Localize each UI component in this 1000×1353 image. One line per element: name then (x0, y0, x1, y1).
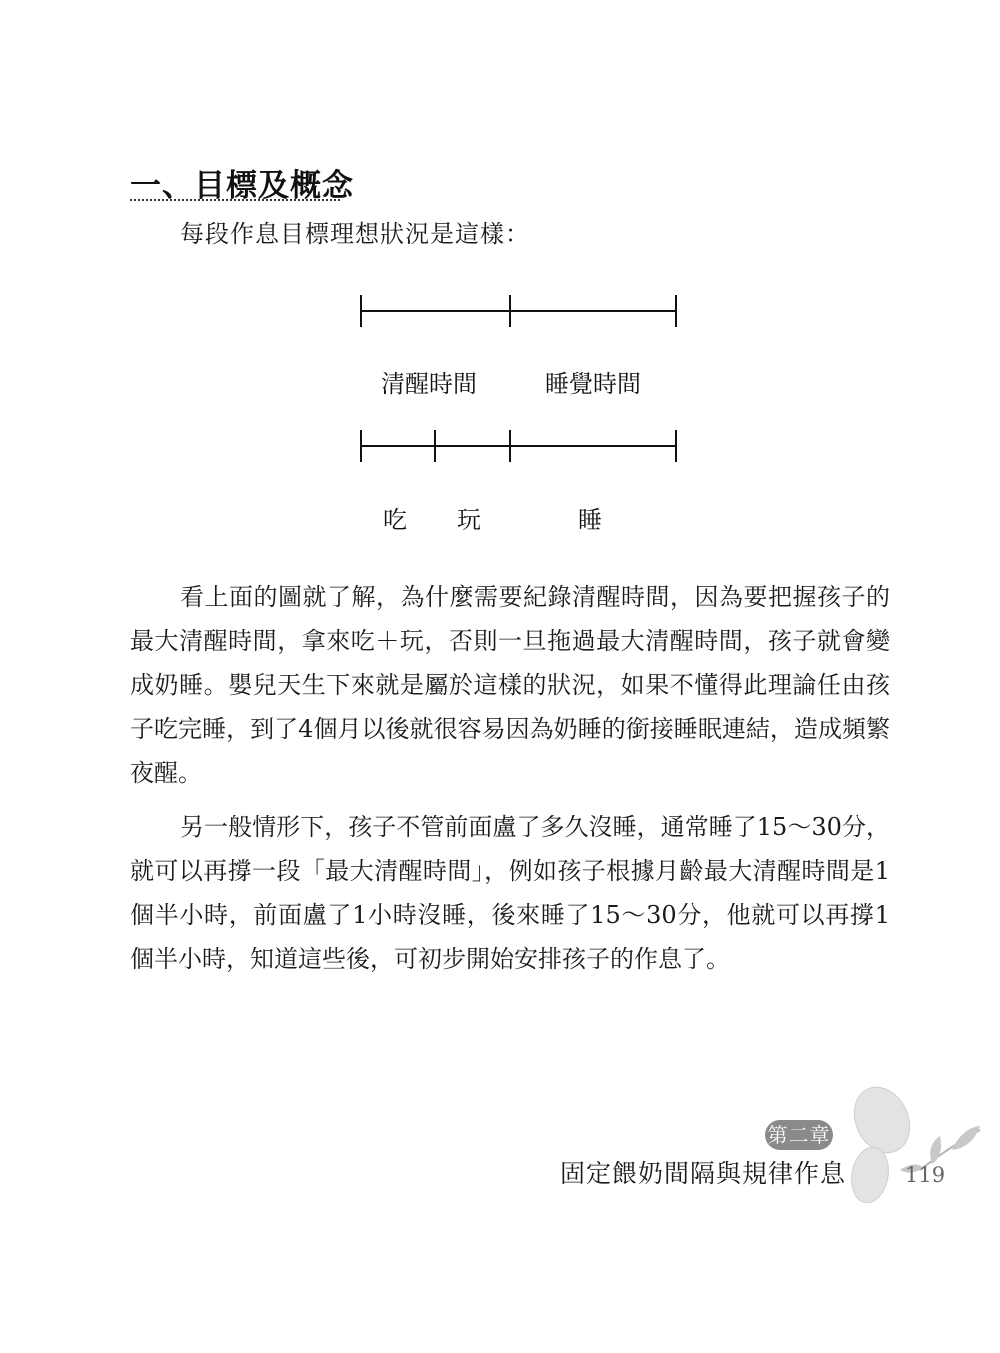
chapter-title: 固定餵奶間隔與規律作息 (560, 1159, 847, 1188)
paragraph-2: 另一般情形下，孩子不管前面盧了多久沒睡，通常睡了15～30分，就可以再撐一段「最大清醒時間」，例如孩子根據月齡最大清醒時間是1個半小時，前面盧了1小時沒睡，後來睡了15～30分，他就可以再撐1個半小時，知道這些後，可初步開始安排孩子的作息了。 (130, 813, 890, 973)
intro-text: 每段作息目標理想狀況是這樣： (180, 220, 530, 248)
leaf-1 (952, 1126, 980, 1150)
paragraph-1: 看上面的圖就了解，為什麼需要紀錄清醒時間，因為要把握孩子的最大清醒時間，拿來吃＋玩，否則一旦拖過最大清醒時間，孩子就會變成奶睡。嬰兒天生下來就是屬於這樣的狀況，如果不懂得此理論任由孩子吃完睡，到了4個月以後就很容易因為奶睡的銜接睡眠連結，造成頻繁夜醒。 (130, 583, 890, 787)
eat-label: 吃 (383, 506, 407, 534)
play-label: 玩 (457, 506, 481, 534)
bottle-shape-2 (847, 1144, 892, 1205)
chapter-badge: 第二章 (765, 1120, 833, 1150)
page-number: 119 (905, 1163, 946, 1187)
timeline-diagram (0, 0, 1000, 560)
sleep-label: 睡 (578, 506, 602, 534)
bottle-leaf-decoration (840, 1080, 990, 1210)
leaf-2 (930, 1136, 941, 1164)
bottle-shape-1 (844, 1080, 920, 1162)
awake-time-label: 清醒時間 (381, 370, 477, 398)
section-heading: 一、目標及概念 (130, 168, 354, 204)
sleep-time-label: 睡覺時間 (545, 370, 641, 398)
